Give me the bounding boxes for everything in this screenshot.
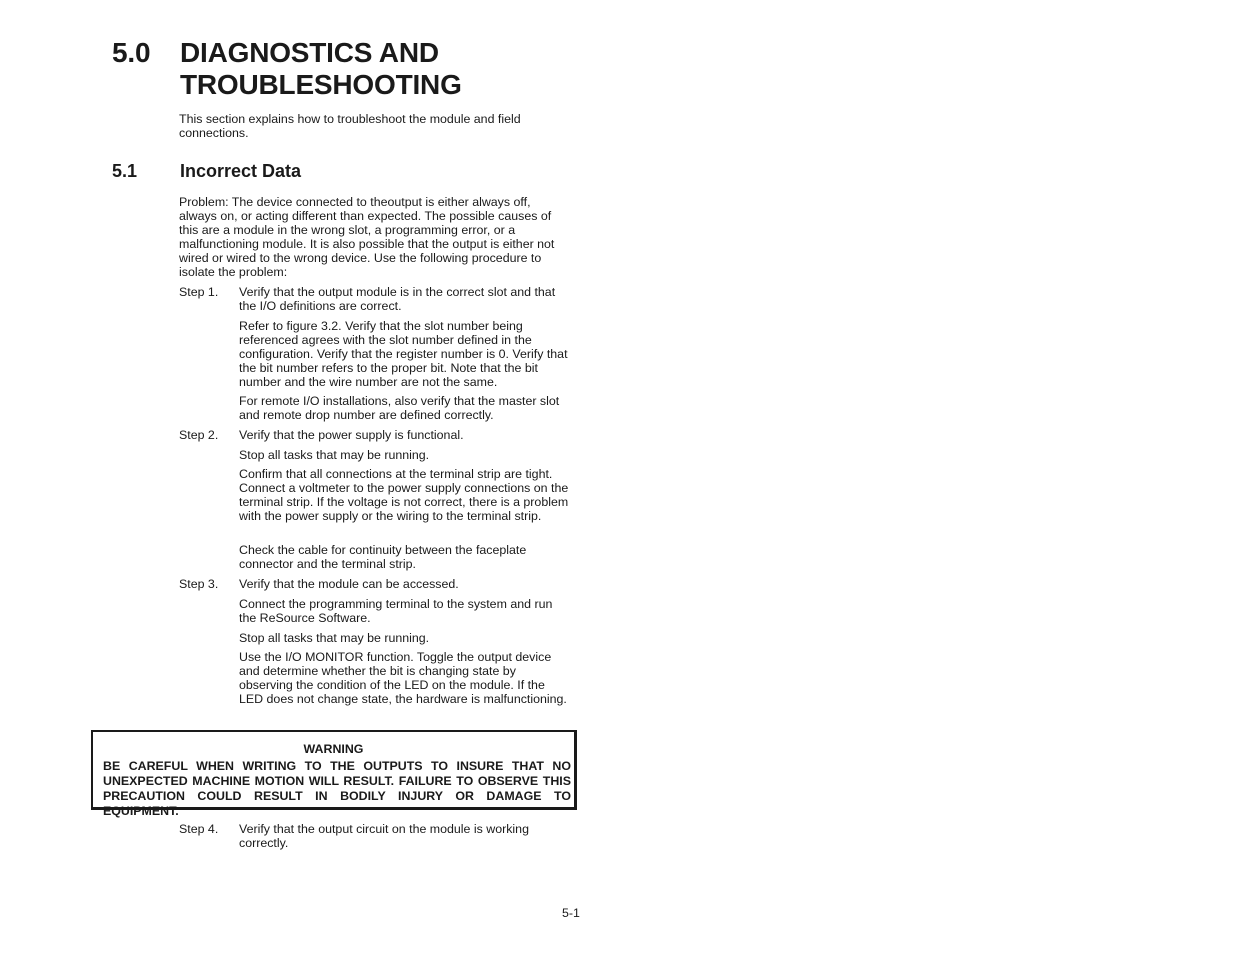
chapter-number: 5.0: [112, 37, 151, 68]
warning-title: WARNING: [303, 742, 364, 756]
step-4-paragraph-1: Verify that the output circuit on the module is working correctly.: [239, 822, 529, 850]
step-2-paragraph-4: Check the cable for continuity between the faceplate connector and the terminal strip.: [239, 543, 527, 571]
section-number: 5.1: [112, 161, 138, 181]
chapter-intro: This section explains how to troubleshoot the module and field connections.: [179, 112, 521, 140]
step-1-label: Step 1.: [179, 285, 219, 299]
step-3-paragraph-1: Verify that the module can be accessed.: [239, 577, 459, 591]
step-2-paragraph-3: Confirm that all connections at the terminal strip are tight. Connect a voltmeter to the power supply connections on the terminal strip. If the voltage is not correct, there is a problem with the power supply or the wiring to the terminal strip.: [239, 467, 569, 523]
warning-box: [91, 730, 577, 818]
step-1-paragraph-3: For remote I/O installations, also verify that the master slot and remote drop number are defined correctly.: [239, 394, 560, 422]
step-1-paragraph-1: Verify that the output module is in the correct slot and that the I/O definitions are correct.: [239, 285, 556, 313]
chapter-title-line-2: TROUBLESHOOTING: [180, 69, 462, 100]
step-2-paragraph-1: Verify that the power supply is functional.: [239, 428, 464, 442]
page-number: 5-1: [562, 906, 580, 920]
step-3-paragraph-4: Use the I/O MONITOR function. Toggle the output device and determine whether the bit is changing state by observing the condition of the LED on the module. If the LED does not change state, the hardware is malfunctioning.: [239, 650, 567, 706]
warning-body: BE CAREFUL WHEN WRITING TO THE OUTPUTS TO INSURE THAT NO UNEXPECTED MACHINE MOTION WILL RESULT. FAILURE TO OBSERVE THIS PRECAUTION COULD RESULT IN BODILY INJURY OR DAMAGE TO EQUIPMENT.: [103, 759, 571, 818]
problem-paragraph: Problem: The device connected to theoutput is either always off, always on, or acting different than expected. The possible causes of this are a module in the wrong slot, a programming error, or a malfunctioning module. It is also possible that the output is either not wired or wired to the wrong device. Use the following procedure to isolate the problem:: [179, 195, 555, 279]
step-3-label: Step 3.: [179, 577, 219, 591]
chapter-title-line-1: DIAGNOSTICS AND: [180, 37, 439, 68]
step-1-paragraph-2: Refer to figure 3.2. Verify that the slot number being referenced agrees with the slot number defined in the configuration. Verify that the register number is 0. Verify that the bit number refers to the proper bit. Note that the bit number and the wire number are not the same.: [239, 319, 568, 389]
section-title: Incorrect Data: [180, 161, 302, 181]
step-2-label: Step 2.: [179, 428, 219, 442]
step-3-paragraph-3: Stop all tasks that may be running.: [239, 631, 430, 645]
step-3-paragraph-2: Connect the programming terminal to the system and run the ReSource Software.: [239, 597, 553, 625]
step-4-label: Step 4.: [179, 822, 219, 836]
step-2-paragraph-2: Stop all tasks that may be running.: [239, 448, 430, 462]
chapter-title: [180, 37, 600, 101]
